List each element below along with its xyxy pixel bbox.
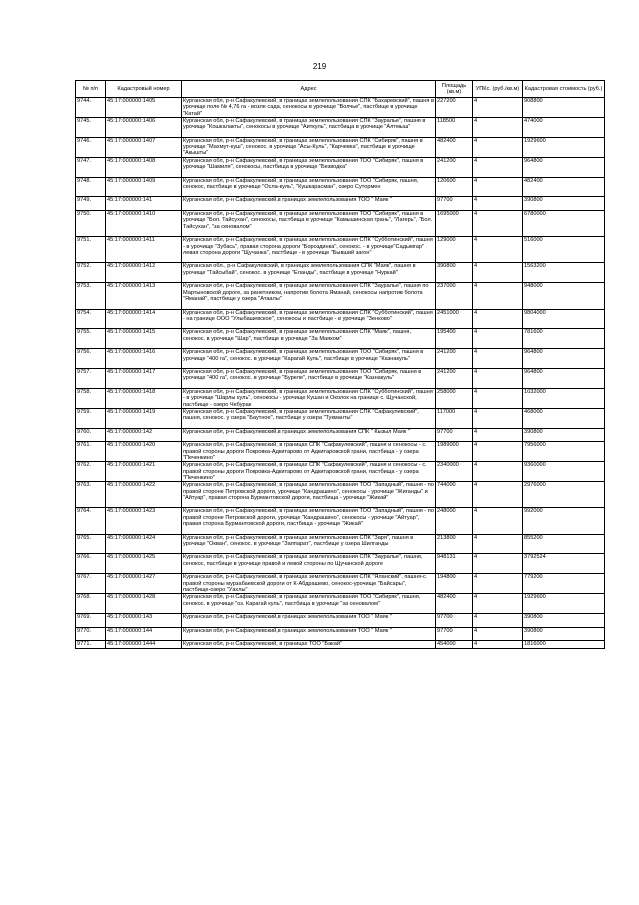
cell-cost: 9804000: [523, 309, 605, 329]
cell-upks: 4: [473, 263, 523, 283]
cell-upks: 4: [473, 197, 523, 211]
cell-upks: 4: [473, 309, 523, 329]
cell-cost: 964800: [523, 369, 605, 389]
cell-cadastral: 45:17:000000:1408: [106, 157, 182, 177]
table-row: [76, 329, 605, 349]
cell-num: 9745.: [76, 117, 106, 137]
cell-num: 9748.: [76, 177, 106, 197]
cell-cost: 948000: [523, 283, 605, 309]
table-row: [76, 237, 605, 263]
cell-cadastral: 45:17:000000:1419: [106, 408, 182, 428]
table-row: [76, 641, 605, 648]
cell-cadastral: 45:17:000000:1410: [106, 211, 182, 237]
page-number: 219: [312, 62, 327, 71]
table-row: [76, 211, 605, 237]
cell-cost: 9360000: [523, 462, 605, 482]
cell-cost: 390800: [523, 627, 605, 641]
cell-cadastral: 45:17:000000:1423: [106, 508, 182, 534]
cell-address: Курганская обл, р-н Сафакулевский, в границах землепользования СПК "Маяк", пашня, сенокос. в урочище "Шар", пастбище в урочище "За Маяком": [182, 329, 436, 349]
cell-num: 9758.: [76, 389, 106, 409]
cell-cadastral: 45:17:000000:1411: [106, 237, 182, 263]
cell-upks: 4: [473, 211, 523, 237]
cell-cost: 468000: [523, 408, 605, 428]
cell-cost: 1563200: [523, 263, 605, 283]
cell-address: Курганская обл, р-н Сафакулевский, в границах СПК "Сафакулевский", пашня и сенокосы - с. правой стороны дороги Покровка-Адкитарово от Адкитаровской грани, пастбища - у озера "Печенкино": [182, 462, 436, 482]
cell-cadastral: 45:17:000000:144: [106, 627, 182, 641]
cell-address: Курганская обл, р-н Сафакулевский, в границах землепользования ТОО "Сибиряк, пашня в урочище "400 га", сенокос. в урочище "Буреле", пастбище в урочище "Казнакуль": [182, 369, 436, 389]
cell-area: 248000: [436, 508, 473, 534]
cell-area: 241200: [436, 349, 473, 369]
cell-address: Курганская обл, р-н Сафакулевский, в границах землепользования СПК "Субботинский", пашня - в урочище "Шарлы куль", сенокосы - урочище Кушан и Околок на границе с. Щучанской, пастбище - озеро Чебурак: [182, 389, 436, 409]
cell-cost: 1929600: [523, 137, 605, 157]
cell-cost: 390800: [523, 197, 605, 211]
cell-cost: 992000: [523, 508, 605, 534]
cell-area: 237000: [436, 283, 473, 309]
cell-num: 9744.: [76, 98, 106, 118]
cell-upks: 4: [473, 554, 523, 574]
cell-upks: 4: [473, 594, 523, 614]
cell-cost: 2976000: [523, 482, 605, 508]
table-row: [76, 263, 605, 283]
cell-address: Курганская обл, р-н Сафакулевский, в границах землепользования ТОО "Западный", пашня - по правой стороне Петровской дороги, урочище "Кандрашино", сенокосы - урочище "Айтуар", правая сторона Бурмантовской дороги, пастбища - урочище "Жикай": [182, 508, 436, 534]
cell-address: Курганская обл, р-н Сафакулевский,в границах землепользования ТОО " Маяк ": [182, 197, 436, 211]
cell-num: 9763.: [76, 482, 106, 508]
cell-cadastral: 45:17:000000:1425: [106, 554, 182, 574]
cell-upks: 4: [473, 369, 523, 389]
cell-cost: 1929600: [523, 594, 605, 614]
cell-num: 9768.: [76, 594, 106, 614]
cell-num: 9757.: [76, 369, 106, 389]
cell-address: Курганская обл, р-н Сафакулевский, в границах землепользования ТОО "Сибиряк, пашня, сенокос, пастбище в урочище "Осла-куль", "Кушкарасман", озеро Сутормен: [182, 177, 436, 197]
cell-cost: 6780000: [523, 211, 605, 237]
table-row: [76, 428, 605, 442]
table-row: [76, 283, 605, 309]
table-row: [76, 442, 605, 462]
cell-cadastral: 45:17:000000:141: [106, 197, 182, 211]
cell-upks: 4: [473, 329, 523, 349]
cell-upks: 4: [473, 237, 523, 263]
cell-address: Курганская обл, р-н Сафакулевский, в границах землепользования СПК "Зауралье", пашня в урочище "Кошкалакты", сенокосы в урочище "Аиткуль", пастбища в урочище "Алтмыш": [182, 117, 436, 137]
cell-address: Курганская обл., р-н Сафакулевский, в границах землепользования СПК "Маяк", пашня в урочище "Тайсыбай", сенокос. в урочище "Еланды", пастбище в урочище "Нуркай": [182, 263, 436, 283]
header-upks: УПКс. (руб./кв.м): [473, 81, 523, 98]
cell-upks: 4: [473, 428, 523, 442]
table-row: [76, 137, 605, 157]
cell-num: 9755.: [76, 329, 106, 349]
cell-cost: 1816000: [523, 641, 605, 648]
table-row: [76, 389, 605, 409]
cell-area: 97700: [436, 197, 473, 211]
table-row: [76, 197, 605, 211]
cell-num: 9759.: [76, 408, 106, 428]
cell-address: Курганская обл, р-н Сафакулевский, в границах землепользования СПК "Заря", пашня в урочище "Окван", сенокос. в урочище "Заппарат", пастбище у озера Шилганды: [182, 534, 436, 554]
cell-address: Курганская обл, р-н Сафакулевский, в границах ТОО "Бакай": [182, 641, 436, 648]
header-cost: Кадастровая стоимость (руб.): [523, 81, 605, 98]
table-row: [76, 534, 605, 554]
table-row: [76, 157, 605, 177]
cell-area: 241200: [436, 369, 473, 389]
cell-area: 97700: [436, 627, 473, 641]
table-row: [76, 574, 605, 594]
cell-num: 9761.: [76, 442, 106, 462]
cell-cadastral: 45:17:000000:1416: [106, 349, 182, 369]
cell-cadastral: 45:17:000000:1444: [106, 641, 182, 648]
table-row: [76, 614, 605, 628]
table-row: [76, 462, 605, 482]
cell-address: Курганская обл, р-н Сафакулевский, в границах землепользования ТОО "Сибиряк", пашня в урочище "Бол. Тайсухан", сенокосы, пастбища в урочище "Камышинская грань", "Лагерь", "Бол. Тайсухан", "за сеновалом": [182, 211, 436, 237]
cell-upks: 4: [473, 627, 523, 641]
cell-cadastral: 45:17:000000:1428: [106, 594, 182, 614]
table-body: [76, 98, 605, 649]
header-area: Площадь (кв.м): [436, 81, 473, 98]
cell-upks: 4: [473, 349, 523, 369]
cell-address: Курганская обл, р-н Сафакулевский, в границах землепользования ТОО "Западный", пашня - по правой стороне Петровской дороги, урочище "Кандрашино", сенокосы - урочище "Жиганды" и "Айтуар", правая сторона Бурмантовской дороги, пастбища - урочище "Жикай": [182, 482, 436, 508]
cell-cadastral: 45:17:000000:1412: [106, 263, 182, 283]
cell-area: 482400: [436, 137, 473, 157]
cell-num: 9767.: [76, 574, 106, 594]
table-row: [76, 98, 605, 118]
cell-cadastral: 45:17:000000:1409: [106, 177, 182, 197]
cell-cadastral: 45:17:000000:142: [106, 428, 182, 442]
cell-cost: 964800: [523, 157, 605, 177]
cell-upks: 4: [473, 508, 523, 534]
cell-address: Курганская обл, р-н Сафакулевский, в границах землепользования СПК "Зауралье", пашня по Мартыновской дороге, за ранетником, напротив болота Яманай, сенокосы напротив болота "Яманай", пастбище у озера "Атаалы": [182, 283, 436, 309]
cell-area: 454000: [436, 641, 473, 648]
cell-area: 97700: [436, 428, 473, 442]
cell-area: 2340000: [436, 462, 473, 482]
cell-cost: 779200: [523, 574, 605, 594]
cell-cost: 474000: [523, 117, 605, 137]
cell-area: 1989000: [436, 442, 473, 462]
cell-upks: 4: [473, 137, 523, 157]
cell-area: 194800: [436, 574, 473, 594]
cell-address: Курганская обл, р-н Сафакулевский, в границах землепользования ТОО "Сибиряк", пашня в урочище "Шамиля", сенокосы, пастбища в урочище "Безводка": [182, 157, 436, 177]
cell-cost: 516000: [523, 237, 605, 263]
header-cadastral: Кадастровый номер: [106, 81, 182, 98]
cell-area: 195400: [436, 329, 473, 349]
cell-cost: 781600: [523, 329, 605, 349]
table-row: [76, 177, 605, 197]
cell-cadastral: 45:17:000000:1414: [106, 309, 182, 329]
table-row: [76, 369, 605, 389]
table-header-row: [76, 81, 605, 98]
cell-cadastral: 45:17:000000:1418: [106, 389, 182, 409]
cell-cost: 855200: [523, 534, 605, 554]
cell-area: 1695000: [436, 211, 473, 237]
cell-cadastral: 45:17:000000:1421: [106, 462, 182, 482]
cell-address: Курганская обл, р-н Сафакулевский, в границах землепользования СПК "Бахаревский", пашня в урочище поле № 4,76 га - возле сада, сенокосы в урочище "Волчье", пастбище в урочище "Катай": [183, 98, 434, 117]
table-row: [76, 627, 605, 641]
cell-cost: 390800: [523, 614, 605, 628]
cell-upks: 4: [473, 534, 523, 554]
header-num: № п/п: [76, 81, 106, 98]
cell-cost: 3792524: [523, 554, 605, 574]
cell-num: 9750.: [76, 211, 106, 237]
cell-upks: 4: [473, 574, 523, 594]
cell-cadastral: 45:17:000000:1417: [106, 369, 182, 389]
cell-num: 9769.: [76, 614, 106, 628]
header-address: Адрес: [182, 81, 436, 98]
cell-area: 117000: [436, 408, 473, 428]
cell-address: Курганская обл, р-н Сафакулевский, в границах землепользования ТОО "Сибиряк", пашня, сенокос. в урочище "оз. Карагай куль", пастбища в урочище "за сеновалом": [182, 594, 436, 614]
cell-upks: 4: [473, 157, 523, 177]
cell-cost: 964800: [523, 349, 605, 369]
cell-num: 9770.: [76, 627, 106, 641]
table-row: [76, 349, 605, 369]
cell-area: 129000: [436, 237, 473, 263]
cell-cadastral: 45:17:000000:1407: [106, 137, 182, 157]
table-row: [76, 117, 605, 137]
cell-num: 9765.: [76, 534, 106, 554]
cell-address: Курганская обл, р-н Сафакулевский, в границах землепользования СПК "Субботинский", пашня - в урочище "Зубась", правая сторона дороги "Бороздинка", сенокос. - в урочище"Садымгар" левая сторона дороги "Щучанка", пастбище - в урочище "Бывший загон": [182, 237, 436, 263]
cell-num: 9753.: [76, 283, 106, 309]
cell-address: Курганская обл, р-н Сафакулевский,в границах землепользования ТОО " Маяк ": [182, 614, 436, 628]
cell-cadastral: 45:17:000000:1406: [106, 117, 182, 137]
cell-address: Курганская обл, р-н Сафакулевский, в границах землепользования СПК "Яланский", пашня-с. правой стороны мурзабаевской дороги от К-Абдрашево, сенокос-урочище "Байсары", пастбище-озеро "Уахлы": [182, 574, 436, 594]
table-row: [76, 482, 605, 508]
cell-area: 482400: [436, 594, 473, 614]
cell-cadastral: 45:17:000000:1413: [106, 283, 182, 309]
cell-upks: 4: [473, 641, 523, 648]
cell-num: 9747.: [76, 157, 106, 177]
table-row: [76, 594, 605, 614]
cell-cadastral: 45:17:000000:1405: [106, 98, 182, 118]
cell-cost: 482400: [523, 177, 605, 197]
cell-cadastral: 45:17:000000:1420: [106, 442, 182, 462]
cell-address: Курганская обл, р-н Сафакулевский,в границах землепользования СПК " Кызыл Маяк ": [182, 428, 436, 442]
cell-area: 213800: [436, 534, 473, 554]
cell-upks: 4: [473, 408, 523, 428]
cell-upks: 4: [473, 614, 523, 628]
cell-num: 9760.: [76, 428, 106, 442]
cell-cadastral: 45:17:000000:1422: [106, 482, 182, 508]
table-row: [76, 408, 605, 428]
cell-address: Курганская обл, р-н Сафакулевский,в границах землепользования ТОО " Маяк ": [182, 627, 436, 641]
cell-upks: 4: [473, 177, 523, 197]
cadastral-table: [75, 80, 605, 649]
cell-num: 9746.: [76, 137, 106, 157]
cell-upks: 4: [473, 98, 523, 118]
cell-address: Курганская обл, р-н Сафакулевский, в границах СПК "Сафакулевский", пашня и сенокосы - с. правой стороны дороги Покровка-Адкитарово от Адкитаровской грани, пастбища - у озера "Печенкино": [182, 442, 436, 462]
table-row: [76, 554, 605, 574]
cell-cadastral: 45:17:000000:1427: [106, 574, 182, 594]
cell-cost: 390800: [523, 428, 605, 442]
cell-num: 9749.: [76, 197, 106, 211]
cell-cadastral: 45:17:000000:1415: [106, 329, 182, 349]
cell-cadastral: 45:17:000000:143: [106, 614, 182, 628]
cell-address: Курганская обл, р-н Сафакулевский, в границах землепользования СПК "Сафакулевский", пашня, сенокос. у озера "Баутное", пастбище у озера "Тукманты": [182, 408, 436, 428]
cell-address: Курганская обл, р-н Сафакулевский, в границах землепользования СПК "Зауралье", пашня, сенокос, пастбище в урочище правой и левой стороны по Щучанской дороге: [182, 554, 436, 574]
cell-upks: 4: [473, 442, 523, 462]
cell-address: Курганская обл, р-н Сафакулевский, в границах землепользования СПК "Сибиряк", пашня в урочище "Махмут-куш", сенокос. в урочище "Асы-Куль", "Карчевка", пастбище в урочище "Акышты": [182, 137, 436, 157]
cell-cadastral: 45:17:000000:1424: [106, 534, 182, 554]
cell-upks: 4: [473, 462, 523, 482]
cell-upks: 4: [473, 482, 523, 508]
cell-area: 390800: [436, 263, 473, 283]
cell-num: 9762.: [76, 462, 106, 482]
cell-upks: 4: [473, 283, 523, 309]
cell-num: 9766.: [76, 554, 106, 574]
cell-num: 9764.: [76, 508, 106, 534]
cell-cost: 1032000: [523, 389, 605, 409]
cell-num: 9751.: [76, 237, 106, 263]
cell-area: 118500: [436, 117, 473, 137]
cell-num: 9771.: [76, 641, 106, 648]
table-row: [76, 508, 605, 534]
cell-address: Курганская обл, р-н Сафакулевский, в границах землепользования ТОО "Сибиряк", пашня в урочище "400 га", сенокос. в урочище "Карагай Куль", пастбище в урочище "Казнакуль": [182, 349, 436, 369]
cell-area: 227200: [436, 98, 473, 118]
cell-num: 9752.: [76, 263, 106, 283]
cell-num: 9756.: [76, 349, 106, 369]
cell-cost: 908800: [523, 98, 605, 118]
cell-area: 2451000: [436, 309, 473, 329]
cell-address: Курганская обл, р-н Сафакулевский, в границах землепользования СПК "Субботинский", пашня - на границе ООО "Улыбашевское", сенокосы и пастбище - в урочище "Зенково": [182, 309, 436, 329]
cell-upks: 4: [473, 389, 523, 409]
cell-area: 120600: [436, 177, 473, 197]
cell-upks: 4: [473, 117, 523, 137]
table-row: [76, 309, 605, 329]
cell-num: 9754.: [76, 309, 106, 329]
cell-area: 258000: [436, 389, 473, 409]
cell-cost: 7956000: [523, 442, 605, 462]
cell-area: 948131: [436, 554, 473, 574]
cell-area: 241200: [436, 157, 473, 177]
cell-area: 744000: [436, 482, 473, 508]
cell-area: 97700: [436, 614, 473, 628]
